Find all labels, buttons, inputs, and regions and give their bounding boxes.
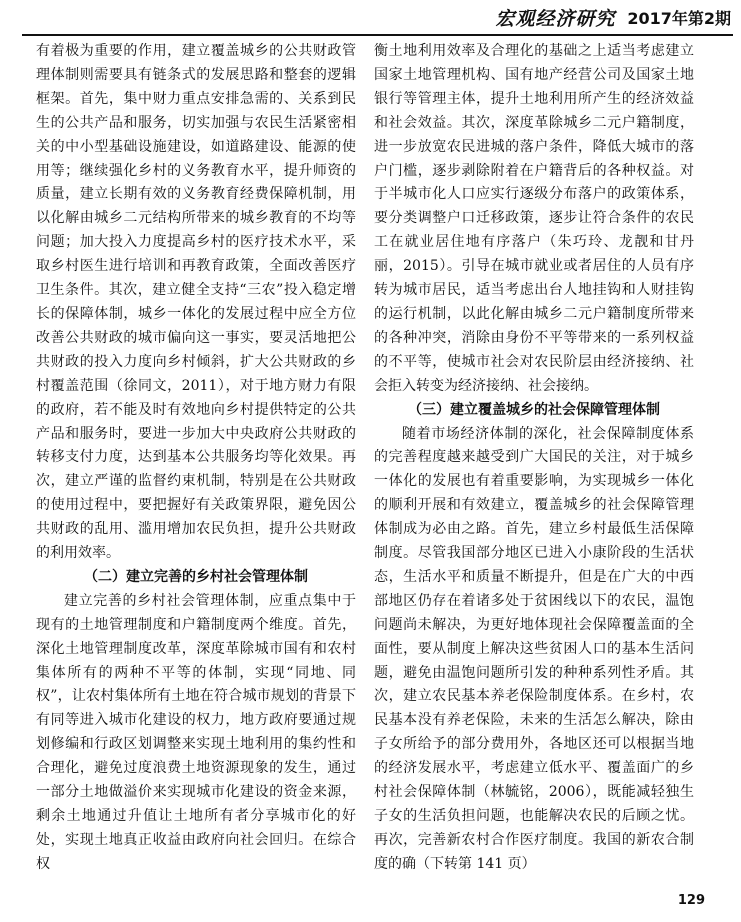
- right-paragraph-2: 随着市场经济体制的深化，社会保障制度体系的完善程度越来越受到广大国民的关注，对于城乡一体化的发展也有着重要影响，为实现城乡一体化的顺利开展和有效建立，覆盖城乡的社会保障管理体制成为必由之路。首先，建立乡村最低生活保障制度。尽管我国部分地区已进入小康阶段的生活状态，生活水平和质量不断提升，但是在广大的中西部地区仍存在着诸多处于贫困线以下的农民，温饱问题尚未解决，为更好地体现社会保障覆盖面的全面性，要从制度上解决这些贫困人口的基本生活问题，避免由温饱问题所引发的种种系列性矛盾。其次，建立农民基本养老保险制度体系。在乡村，农民基本没有养老保险，未来的生活怎么解决，除由子女所给予的部分费用外，各地区还可以根据当地的经济发展水平，考虑建立低水平、覆盖面广的乡村社会保障体制（林毓铭，2006），既能减轻独生子女的生活负担问题，也能解决农民的后顾之忧。再次，完善新农村合作医疗制度。我国的新农合制度的确（下转第 141 页）: [374, 425, 694, 872]
- issue-label: 2017年第2期: [627, 8, 731, 28]
- header-rule: [22, 34, 733, 36]
- page-number: 129: [677, 893, 705, 908]
- section-heading-3: （三）建立覆盖城乡的社会保障管理体制: [408, 401, 660, 418]
- left-column: [36, 40, 356, 877]
- running-header: [495, 2, 731, 32]
- left-paragraph-1: 有着极为重要的作用，建立覆盖城乡的公共财政管理体制则需要具有链条式的发展思路和整套的逻辑框架。首先，集中财力重点安排急需的、关系到民生的公共产品和服务，切实加强与农民生活紧密相关的中小型基础设施建设，如道路建设、能源的使用等；继续强化乡村的义务教育水平，提升师资的质量，建立长期有效的义务教育经费保障机制，用以化解由城乡二元结构所带来的城乡教育的不均等问题；加大投入力度提高乡村的医疗技术水平，采取乡村医生进行培训和再教育政策，全面改善医疗卫生条件。其次，建立健全支持“三农”投入稳定增长的保障体制，城乡一体化的发展过程中应全方位改善公共财政的城市偏向这一事实，要灵活地把公共财政的投入力度向乡村倾斜，扩大公共财政的乡村覆盖范围（徐同文，2011），对于地方财力有限的政府，若不能及时有效地向乡村提供特定的公共产品和服务时，要进一步加大中央政府公共财政的转移支付力度，达到基本公共服务均等化效果。再次，建立严谨的监督约束机制，特别是在公共财政的使用过程中，要把握好有关政策界限，避免因公共财政的乱用、滥用增加农民负担，提升公共财政的利用效率。: [36, 43, 356, 562]
- right-paragraph-1: 衡土地利用效率及合理化的基础之上适当考虑建立国家土地管理机构、国有地产经营公司及国家土地银行等管理主体，提升土地利用所产生的经济效益和社会效益。其次，深度革除城乡二元户籍制度，进一步放宽农民进城的落户条件，降低大城市的落户门槛，逐步剥除附着在户籍背后的各种权益。对于半城市化人口应实行逐级分布落户的政策体系，要分类调整户口迁移政策，逐步让符合条件的农民工在就业居住地有序落户（朱巧玲、龙靓和甘丹丽，2015）。引导在城市就业或者居住的人员有序转为城市居民，适当考虑出台人地挂钩和人财挂钩的运行机制，以此化解由城乡二元户籍制度所带来的各种冲突，消除由身份不平等带来的一系列权益的不平等，使城市社会对农民阶层由经济接纳、社会拒入转变为经济接纳、社会接纳。: [374, 43, 694, 394]
- section-heading-2: （二）建立完善的乡村社会管理体制: [84, 568, 308, 585]
- right-column: [374, 40, 694, 877]
- journal-name: 宏观经济研究: [495, 7, 616, 30]
- left-paragraph-2: 建立完善的乡村社会管理体制，应重点集中于现有的土地管理制度和户籍制度两个维度。首先，深化土地管理制度改革，深度革除城市国有和农村集体所有的两种不平等的体制，实现“同地、同权”，让农村集体所有土地在符合城市规划的背景下有同等进入城市化建设的权力，地方政府要通过规划修编和行政区划调整来实现土地利用的集约性和合理化，避免过度浪费土地资源现象的发生，通过一部分土地做溢价来实现城市化建设的资金来源，剩余土地通过升值让土地所有者分享城市化的好处，实现土地真正收益由政府向社会回归。在综合权: [36, 592, 356, 872]
